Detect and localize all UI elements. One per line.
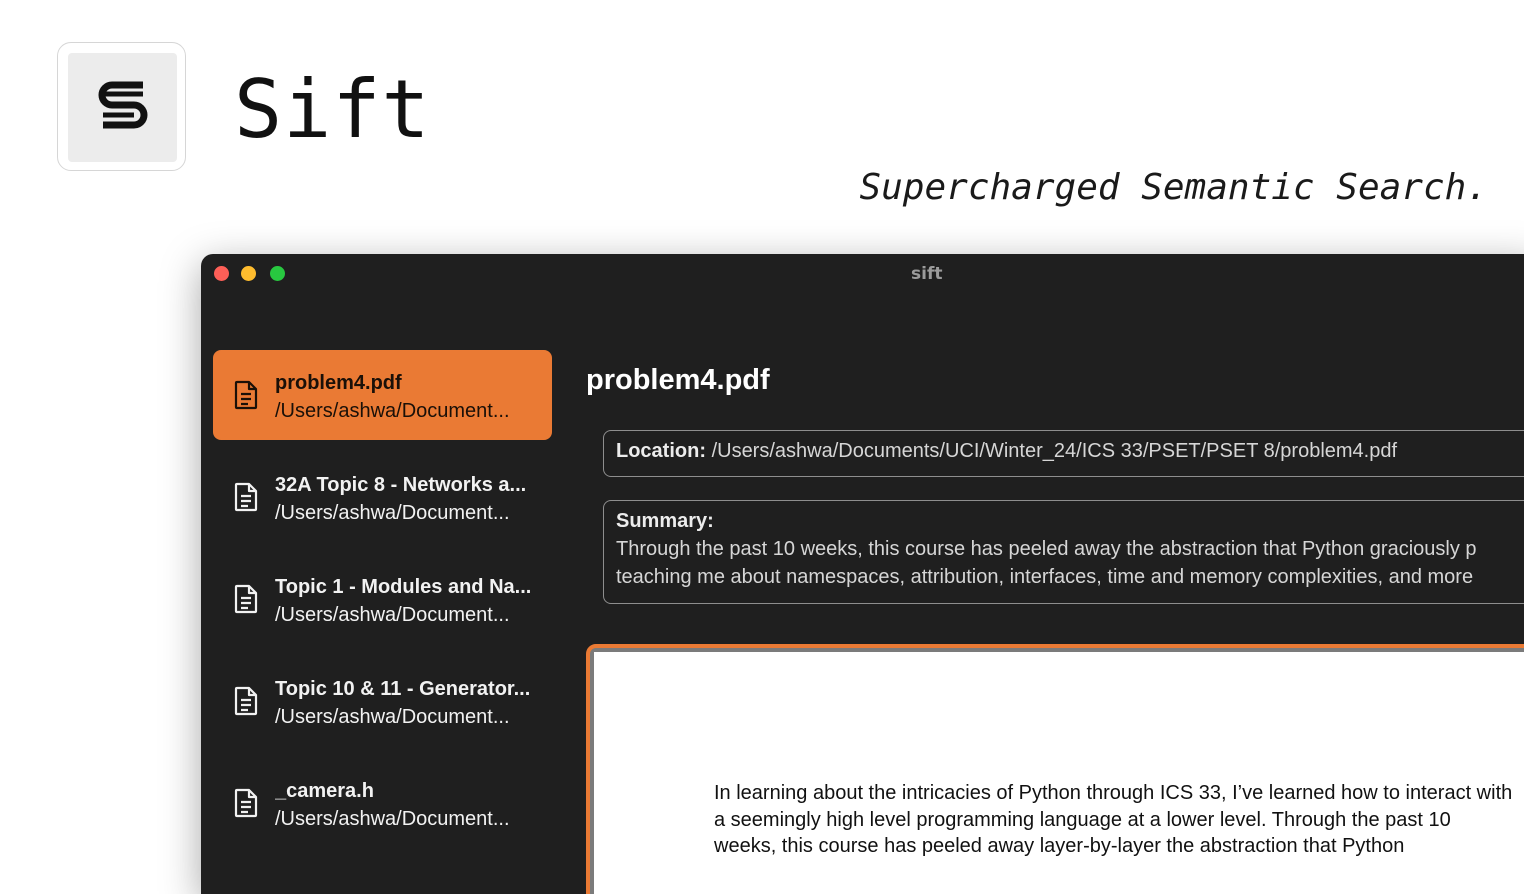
result-path: /Users/ashwa/Document... bbox=[275, 604, 510, 626]
result-item[interactable] bbox=[213, 758, 552, 848]
result-name: problem4.pdf bbox=[275, 372, 402, 394]
result-item[interactable] bbox=[213, 452, 552, 542]
location-value[interactable]: /Users/ashwa/Documents/UCI/Winter_24/ICS 33/PSET/PSET 8/problem4.pdf bbox=[711, 440, 1398, 462]
title-bar[interactable] bbox=[201, 254, 1524, 294]
result-path: /Users/ashwa/Document... bbox=[275, 502, 510, 524]
result-name: _camera.h bbox=[275, 780, 374, 802]
result-item[interactable] bbox=[213, 656, 552, 746]
document-icon bbox=[233, 788, 259, 818]
preview-page bbox=[594, 652, 1524, 894]
document-icon bbox=[233, 482, 259, 512]
tagline: Supercharged Semantic Search. bbox=[859, 167, 1488, 208]
maximize-window-button[interactable] bbox=[270, 266, 285, 281]
document-preview[interactable] bbox=[586, 644, 1524, 894]
preview-text: In learning about the intricacies of Python through ICS 33, I’ve learned how to interact with a seemingly high level programming language at a lower level. Through the past 10 weeks, this course has peeled away layer-by-layer the abstraction that Python bbox=[714, 782, 1513, 857]
result-path: /Users/ashwa/Document... bbox=[275, 400, 510, 422]
result-name: Topic 10 & 11 - Generator... bbox=[275, 678, 531, 700]
summary-box bbox=[603, 500, 1524, 604]
minimize-window-button[interactable] bbox=[241, 266, 256, 281]
result-item[interactable] bbox=[213, 554, 552, 644]
sift-s-logo-icon bbox=[97, 79, 149, 137]
window-title: sift bbox=[911, 264, 943, 284]
detail-title: problem4.pdf bbox=[586, 364, 770, 396]
location-label: Location: bbox=[616, 440, 706, 462]
result-name: 32A Topic 8 - Networks a... bbox=[275, 474, 527, 496]
results-sidebar bbox=[213, 350, 552, 860]
result-path: /Users/ashwa/Document... bbox=[275, 808, 510, 830]
summary-line: Through the past 10 weeks, this course has peeled away the abstraction that Python graciously p bbox=[616, 538, 1477, 560]
location-box bbox=[603, 430, 1524, 477]
result-item[interactable] bbox=[213, 350, 552, 440]
app-name: Sift bbox=[234, 63, 431, 156]
app-window bbox=[201, 254, 1524, 894]
app-logo bbox=[57, 42, 186, 171]
logo-tile bbox=[68, 53, 177, 162]
close-window-button[interactable] bbox=[214, 266, 229, 281]
document-icon bbox=[233, 686, 259, 716]
document-icon bbox=[233, 584, 259, 614]
document-icon bbox=[233, 380, 259, 410]
result-path: /Users/ashwa/Document... bbox=[275, 706, 510, 728]
result-name: Topic 1 - Modules and Na... bbox=[275, 576, 532, 598]
summary-label: Summary: bbox=[616, 510, 714, 532]
summary-line: teaching me about namespaces, attribution, interfaces, time and memory complexities, and more bbox=[616, 566, 1474, 588]
